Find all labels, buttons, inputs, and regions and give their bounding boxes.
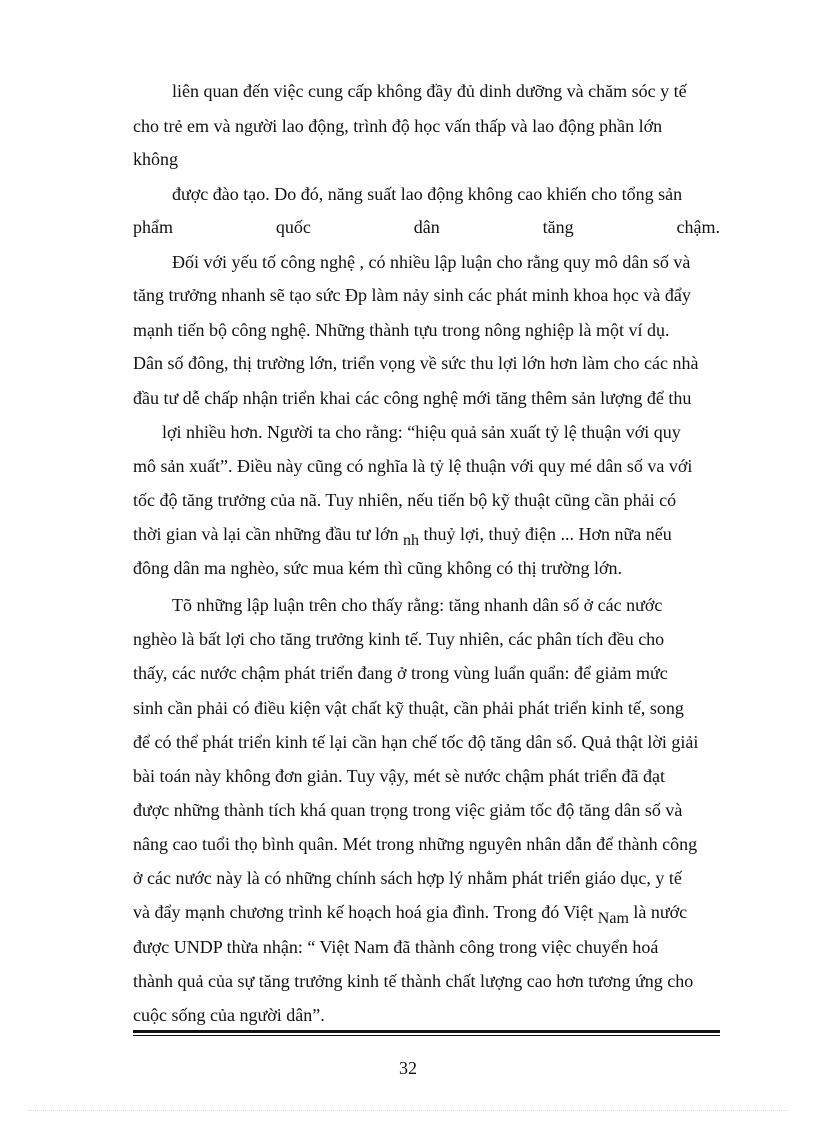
body-line-19: sinh cần phải có điều kiện vật chất kỹ thuật, cần phải phát triển kinh tế, song <box>133 698 684 718</box>
body-line-4: được đào tạo. Do đó, năng suất lao động không cao khiến cho tổng sản <box>172 184 683 204</box>
body-line-11: lợi nhiều hơn. Người ta cho rằng: “hiệu quả sản xuất tỷ lệ thuận với quy <box>162 422 681 442</box>
body-line-23: nâng cao tuổi thọ bình quân. Mét trong những nguyên nhân dẫn để thành công <box>133 834 698 854</box>
word: tăng <box>542 217 574 237</box>
body-line-20: để có thể phát triển kinh tế lại cần hạn chế tốc độ tăng dân số. Quả thật lời giải <box>133 732 699 752</box>
body-line-1: liên quan đến việc cung cấp không đầy đủ dinh dưỡng và chăm sóc y tế <box>172 81 687 101</box>
body-line-15: đông dân ma nghèo, sức mua kém thì cũng không có thị trường lớn. <box>133 558 622 578</box>
body-line-3: không <box>133 149 178 169</box>
text-segment: và đẩy mạnh chương trình kế hoạch hoá gia đình. Trong đó Việt <box>133 902 598 922</box>
body-line-13: tốc độ tăng trưởng của nã. Tuy nhiên, nếu tiến bộ kỹ thuật cũng cần phải có <box>133 490 677 510</box>
body-line-27: thành quả của sự tăng trưởng kinh tế thành chất lượng cao hơn tương ứng cho <box>133 971 694 991</box>
subscript-text: Nam <box>597 910 629 927</box>
text-segment: là nước <box>628 902 688 922</box>
body-line-5 <box>133 216 720 238</box>
footer-rule-thin <box>133 1035 720 1036</box>
word: chậm. <box>676 217 720 237</box>
word: quốc <box>275 217 311 237</box>
body-line-2: cho trẻ em và người lao động, trình độ học vấn thấp và lao động phần lớn <box>133 116 663 136</box>
footer-rule-thick <box>133 1030 720 1033</box>
body-line-28: cuộc sống của người dân”. <box>133 1005 325 1025</box>
body-line-7: tăng trưởng nhanh sẽ tạo sức Đp làm nảy sinh các phát minh khoa học và đẩy <box>133 285 691 305</box>
body-line-17: nghèo là bất lợi cho tăng trưởng kinh tế. Tuy nhiên, các phân tích đều cho <box>133 629 665 649</box>
body-line-25 <box>133 901 687 925</box>
body-line-16: Tõ những lập luận trên cho thấy rằng: tăng nhanh dân số ở các nước <box>172 595 663 615</box>
body-line-18: thấy, các nước chậm phát triển đang ở trong vùng luẩn quẩn: để giảm mức <box>133 663 668 683</box>
subscript-text: nh <box>403 532 419 549</box>
word: phẩm <box>133 217 173 237</box>
body-line-21: bài toán này không đơn giản. Tuy vậy, mét sè nước chậm phát triển đã đạt <box>133 766 666 786</box>
page-edge-divider <box>28 1110 788 1111</box>
text-segment: thời gian và lại cần những đầu tư lớn <box>133 524 403 544</box>
page-number: 32 <box>399 1058 417 1078</box>
word: dân <box>413 217 440 237</box>
body-line-6: Đối với yếu tố công nghệ , có nhiều lập luận cho rằng quy mô dân số và <box>172 252 691 272</box>
body-line-10: đầu tư dễ chấp nhận triển khai các công nghệ mới tăng thêm sản lượng để thu <box>133 388 692 408</box>
body-line-22: được những thành tích khá quan trọng trong việc giảm tốc độ tăng dân số và <box>133 800 683 820</box>
body-line-26: được UNDP thừa nhận: “ Việt Nam đã thành công trong việc chuyển hoá <box>133 937 659 957</box>
body-line-8: mạnh tiến bộ công nghệ. Những thành tựu trong nông nghiệp là một ví dụ. <box>133 320 670 340</box>
text-segment: thuỷ lợi, thuỷ điện ... Hơn nữa nếu <box>419 524 672 544</box>
body-line-9: Dân số đông, thị trường lớn, triển vọng về sức thu lợi lớn hơn làm cho các nhà <box>133 353 699 373</box>
body-line-12: mô sản xuất”. Điều này cũng có nghĩa là tỷ lệ thuận với quy mé dân số va với <box>133 456 693 476</box>
body-line-24: ở các nước này là có những chính sách hợp lý nhằm phát triển giáo dục, y tế <box>133 868 682 888</box>
body-line-14 <box>133 523 672 547</box>
